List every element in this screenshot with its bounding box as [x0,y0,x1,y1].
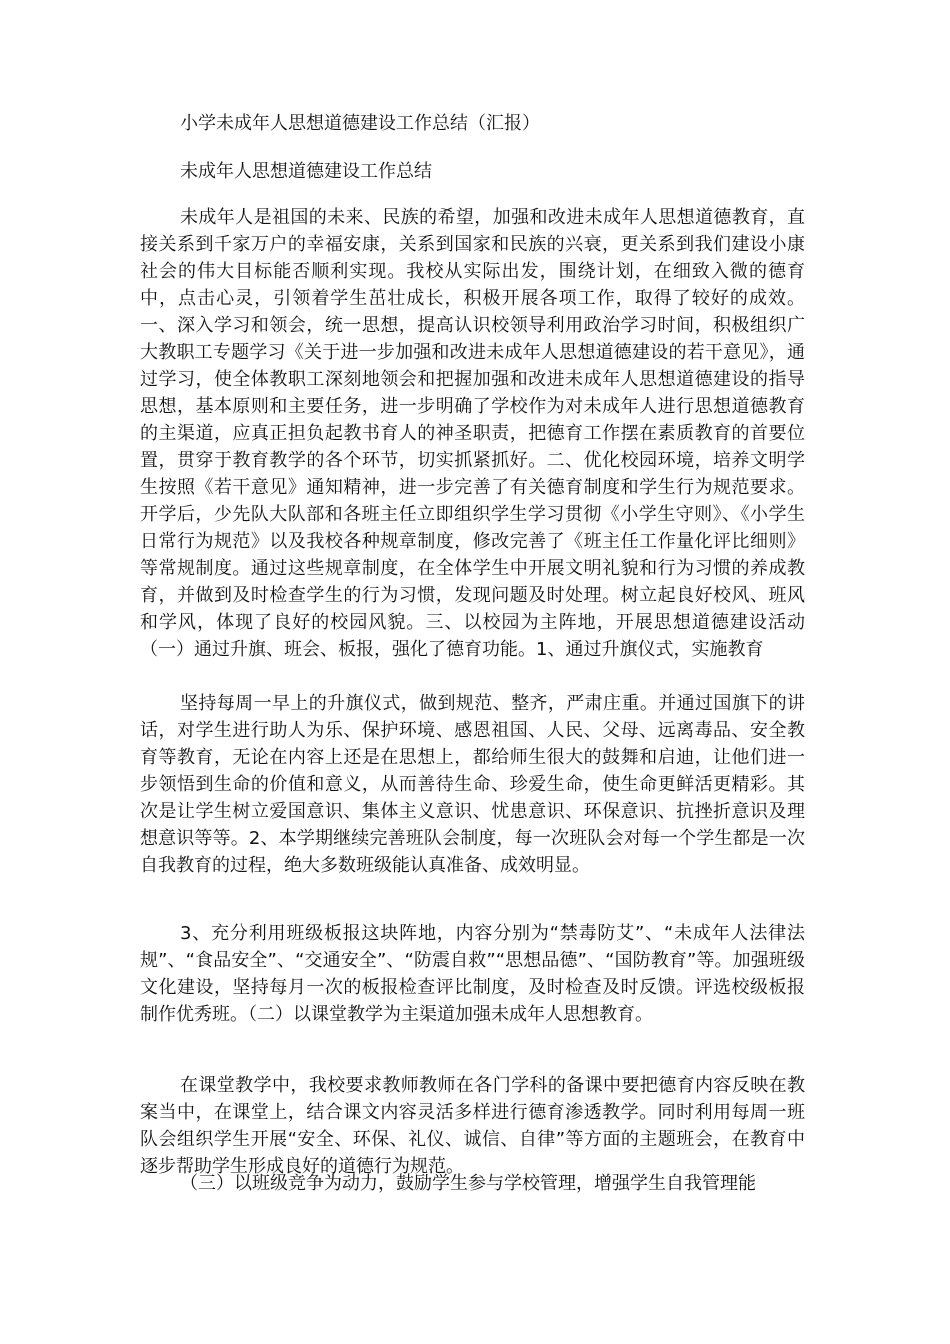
paragraph-5: （三）以班级竞争为动力，鼓励学生参与学校管理，增强学生自我管理能 [180,1173,756,1194]
document-subtitle: 未成年人思想道德建设工作总结 [180,161,432,182]
paragraph-4: 在课堂教学中，我校要求教师教师在各门学科的备课中要把德育内容反映在教案当中，在课堂上，结合课文内容灵活多样进行德育渗透教学。同时利用每周一班队会组织学生开展“安全、环保、礼仪、诚信、自律”等方面的主题班会，在教育中逐步帮助学生形成良好的道德行为规范。 [140,1075,805,1177]
document-title: 小学未成年人思想道德建设工作总结（汇报） [180,113,540,134]
paragraph-1: 未成年人是祖国的未来、民族的希望，加强和改进未成年人思想道德教育，直接关系到千家万户的幸福安康，关系到国家和民族的兴衰，更关系到我们建设小康社会的伟大目标能否顺利实现。我校从实际出发，围绕计划，在细致入微的德育中，点击心灵，引领着学生茁壮成长，积极开展各项工作，取得了较好的成效。一、深入学习和领会，统一思想，提高认识校领导利用政治学习时间，积极组织广大教职工专题学习《关于进一步加强和改进未成年人思想道德建设的若干意见》，通过学习，使全体教职工深刻地领会和把握加强和改进未成年人思想道德建设的指导思想，基本原则和主要任务，进一步明确了学校作为对未成年人进行思想道德教育的主渠道，应真正担负起教书育人的神圣职责，把德育工作摆在素质教育的首要位置，贯穿于教育教学的各个环节，切实抓紧抓好。二、优化校园环境，培养文明学生按照《若干意见》通知精神，进一步完善了有关德育制度和学生行为规范要求。开学后，少先队大队部和各班主任立即组织学生学习贯彻《小学生守则》、《小学生日常行为规范》以及我校各种规章制度，修改完善了《班主任工作量化评比细则》等常规制度。通过这些规章制度，在全体学生中开展文明礼貌和行为习惯的养成教育，并做到及时检查学生的行为习惯，发现问题及时处理。树立起良好校风、班风和学风，体现了良好的校园风貌。三、以校园为主阵地，开展思想道德建设活动（一）通过升旗、班会、板报，强化了德育功能。1、通过升旗仪式，实施教育 [140,207,805,660]
paragraph-2: 坚持每周一早上的升旗仪式，做到规范、整齐，严肃庄重。并通过国旗下的讲话，对学生进行助人为乐、保护环境、感恩祖国、人民、父母、远离毒品、安全教育等教育，无论在内容上还是在思想上，都给师生很大的鼓舞和启迪，让他们进一步领悟到生命的价值和意义，从而善待生命、珍爱生命，使生命更鲜活更精彩。其次是让学生树立爱国意识、集体主义意识、忧患意识、环保意识、抗挫折意识及理想意识等等。2、本学期继续完善班队会制度，每一次班队会对每一个学生都是一次自我教育的过程，绝大多数班级能认真准备、成效明显。 [140,693,805,876]
paragraph-3: 3、充分利用班级板报这块阵地，内容分别为“禁毒防艾”、“未成年人法律法规”、“食品安全”、“交通安全”、“防震自救”“思想品德”、“国防教育”等。加强班级文化建设，坚持每月一次的板报检查评比制度，及时检查及时反馈。评选校级板报制作优秀班。（二）以课堂教学为主渠道加强未成年人思想教育。 [140,923,805,1025]
